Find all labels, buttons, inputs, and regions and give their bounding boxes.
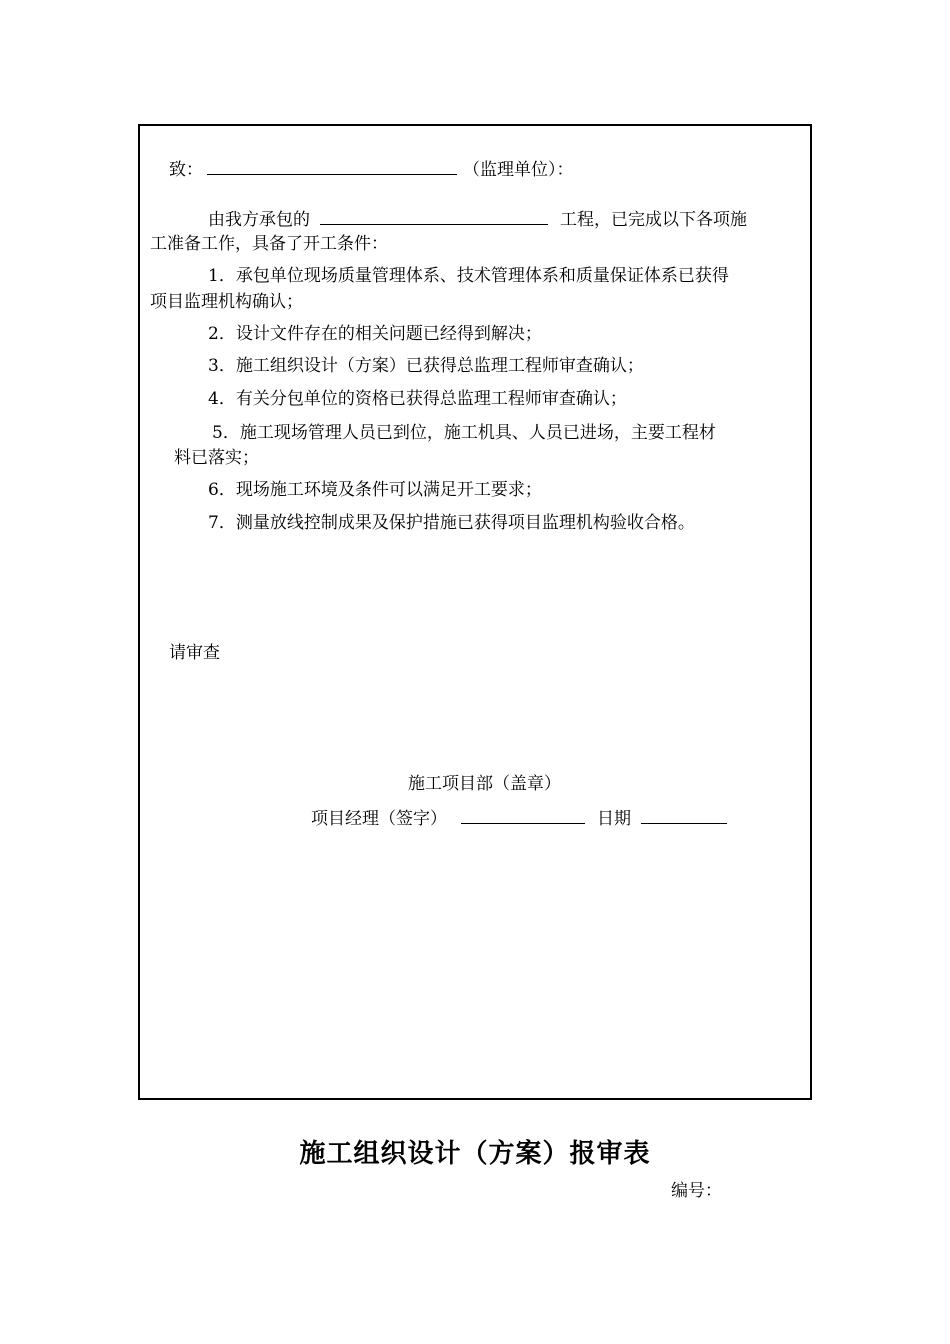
item-3: 3．施工组织设计（方案）已获得总监理工程师审查确认； [208, 356, 644, 376]
signature-line [311, 806, 727, 830]
item-1-line-2: 项目监理机构确认； [150, 292, 303, 312]
item-6: 6．现场施工环境及条件可以满足开工要求； [208, 480, 542, 500]
intro-part2: 工程，已完成以下各项施 [560, 210, 747, 230]
form-frame [138, 124, 812, 1100]
project-name-blank[interactable] [320, 207, 548, 225]
item-5-line-1: 5．施工现场管理人员已到位，施工机具、人员已进场，主要工程材 [212, 423, 716, 443]
intro-line-1 [208, 207, 747, 231]
item-2: 2．设计文件存在的相关问题已经得到解决； [208, 324, 542, 344]
supervisor-unit-blank[interactable] [207, 157, 457, 175]
to-suffix: （监理单位）： [463, 160, 574, 180]
date-blank[interactable] [641, 806, 727, 824]
item-1-line-1: 1．承包单位现场质量管理体系、技术管理体系和质量保证体系已获得 [208, 266, 729, 286]
manager-signature-blank[interactable] [461, 806, 585, 824]
to-prefix: 致： [169, 160, 203, 180]
manager-signature-label: 项目经理（签字） [311, 809, 447, 829]
addressee-line [169, 157, 574, 181]
review-request: 请审查 [169, 643, 220, 663]
date-label: 日期 [597, 809, 631, 829]
item-4: 4．有关分包单位的资格已获得总监理工程师审查确认； [208, 389, 627, 409]
intro-line-2: 工准备工作，具备了开工条件： [150, 234, 388, 254]
project-dept-seal-label: 施工项目部（盖章） [408, 774, 561, 794]
form-number-label: 编号： [671, 1181, 722, 1201]
item-5-line-2: 料已落实； [174, 448, 259, 468]
form-title: 施工组织设计（方案）报审表 [299, 1139, 651, 1169]
intro-part1: 由我方承包的 [208, 210, 310, 230]
item-7: 7．测量放线控制成果及保护措施已获得项目监理机构验收合格。 [208, 513, 695, 533]
